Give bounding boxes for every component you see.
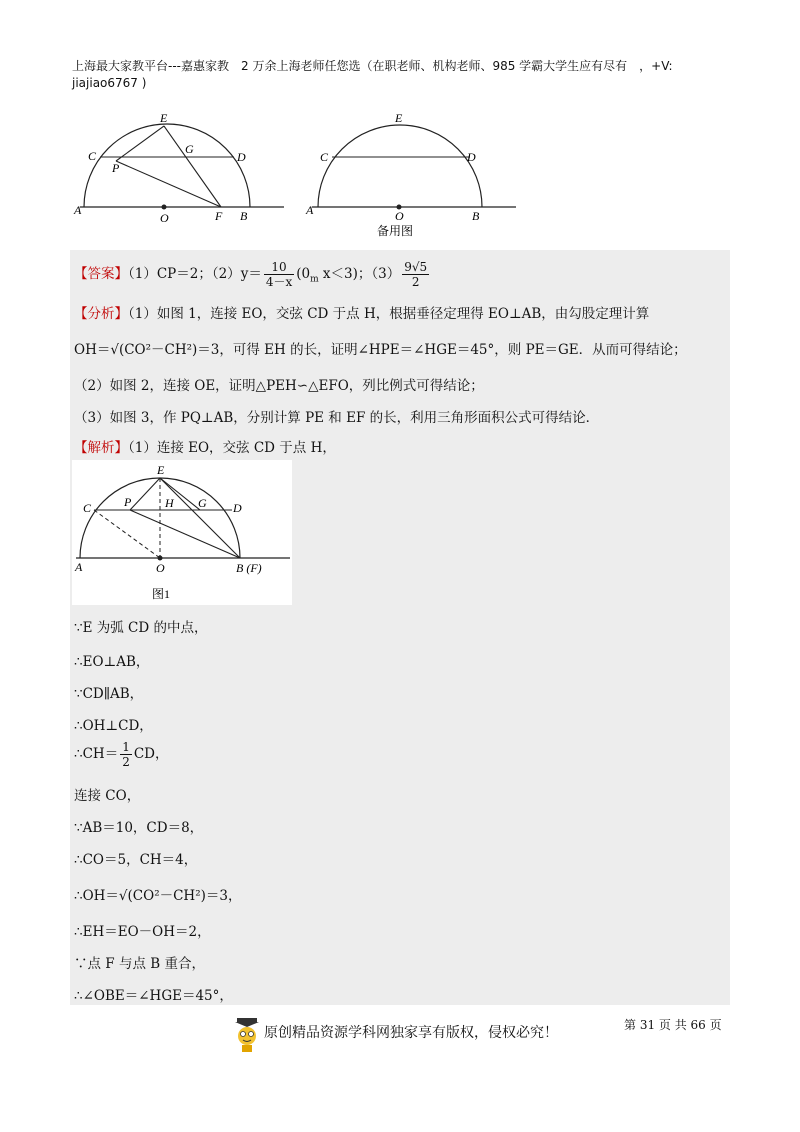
page-header xyxy=(72,58,732,92)
svg-text:D: D xyxy=(467,150,476,164)
footer-copyright: 原创精品资源学科网独家享有版权，侵权必究！ xyxy=(264,1025,558,1041)
step-8: ∴OH＝√(CO²－CH²)＝3， xyxy=(74,888,242,904)
svg-text:C: C xyxy=(320,150,329,164)
svg-text:F: F xyxy=(215,209,223,223)
step-11: ∴∠OBE＝∠HGE＝45°， xyxy=(74,988,233,1004)
svg-text:G: G xyxy=(198,496,207,510)
svg-text:E: E xyxy=(157,463,165,477)
svg-text:备用图: 备用图 xyxy=(377,224,414,238)
mascot-icon xyxy=(232,1016,262,1054)
svg-text:B (F): B (F) xyxy=(236,561,262,575)
step-6: ∵AB＝10，CD＝8， xyxy=(74,820,204,836)
analysis-line4: （3）如图 3，作 PQ⊥AB，分别计算 PE 和 EF 的长，利用三角形面积公式可得结论． xyxy=(74,410,600,426)
svg-text:O: O xyxy=(156,561,165,575)
figure-1 xyxy=(72,460,292,605)
page-number: 第 31 页 共 66 页 xyxy=(624,1018,722,1032)
answer-fraction-2: $\frac{10}{4-x}$ xyxy=(265,260,293,289)
svg-text:B: B xyxy=(240,209,248,223)
analysis-line1: 【分析】（1）如图 1，连接 EO，交弦 CD 于点 H，根据垂径定理得 EO⊥AB，由勾股定理计算 xyxy=(74,306,650,322)
answer-tag: 【答案】 xyxy=(74,266,128,282)
solution-line0: 【解析】（1）连接 EO，交弦 CD 于点 H， xyxy=(74,440,336,456)
header-line1: 上海最大家教平台---嘉惠家教 2 万余上海老师任您选（在职老师、机构老师、985 学霸大学生应有尽有 ，+V: xyxy=(72,59,673,73)
step-0: ∵E 为弧 CD 的中点， xyxy=(74,620,208,636)
step-10: ∵点 F 与点 B 重合， xyxy=(74,956,205,972)
svg-text:O: O xyxy=(160,211,169,225)
answer-fraction-3: $\frac{9√5}{2}$ xyxy=(404,260,428,289)
svg-text:A: A xyxy=(74,203,82,217)
svg-text:E: E xyxy=(395,112,403,125)
analysis-line3: （2）如图 2，连接 OE，证明△PEH∽△EFO，列比例式可得结论； xyxy=(74,378,484,394)
svg-text:O: O xyxy=(395,209,404,223)
svg-text:D: D xyxy=(237,150,246,164)
ch-fraction: $\frac{1}{2}$ xyxy=(122,740,130,769)
svg-text:B: B xyxy=(472,209,480,223)
svg-text:A: A xyxy=(75,560,83,574)
header-line2: jiajiao6767 ) xyxy=(72,76,147,90)
svg-text:E: E xyxy=(160,112,168,125)
figure-b xyxy=(300,112,520,240)
step-3: ∴OH⊥CD， xyxy=(74,718,153,734)
svg-text:C: C xyxy=(83,501,92,515)
step-2: ∵CD∥AB， xyxy=(74,686,144,702)
svg-text:D: D xyxy=(233,501,242,515)
step-1: ∴EO⊥AB， xyxy=(74,654,150,670)
svg-text:图1: 图1 xyxy=(152,587,171,601)
analysis-line2: OH＝√(CO²－CH²)＝3，可得 EH 的长，证明∠HPE＝∠HGE＝45°，则 PE＝GE．从而可得结论； xyxy=(74,342,687,358)
step-4: ∴CH＝ $\frac{1}{2}$ CD， xyxy=(74,740,169,769)
step-5: 连接 CO， xyxy=(74,788,141,804)
figure-a xyxy=(72,112,292,227)
svg-text:P: P xyxy=(124,495,132,509)
svg-text:H: H xyxy=(165,496,174,510)
svg-text:P: P xyxy=(112,161,120,175)
svg-text:A: A xyxy=(306,203,314,217)
answer-line: 【答案】（1）CP＝2；（2）y＝ $\frac{10}{4-x}$ ($0_m$ x＜3)；（3） $\frac{9√5}{2}$ xyxy=(74,260,428,289)
step-7: ∴CO＝5，CH＝4， xyxy=(74,852,198,868)
step-9: ∴EH＝EO－OH＝2， xyxy=(74,924,211,940)
svg-text:G: G xyxy=(185,142,194,156)
svg-text:C: C xyxy=(88,149,97,163)
